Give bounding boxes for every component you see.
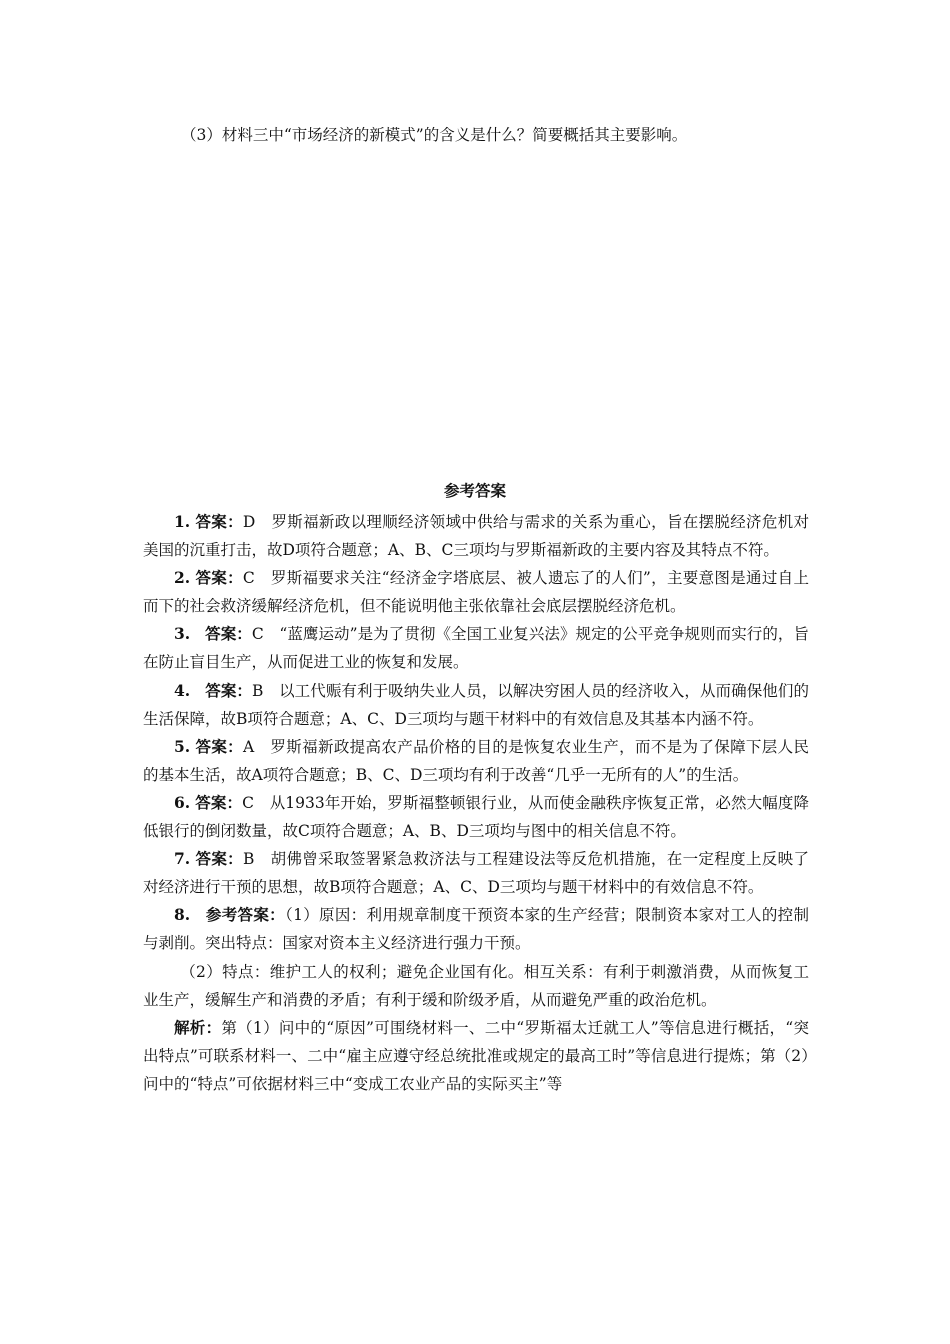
analysis-paragraph: [143, 1014, 809, 1098]
answer-text: C “蓝鹰运动”是为了贯彻《全国工业复兴法》规定的公平竞争规则而实行的，旨在防止盲目生产，从而促进工业的恢复和发展。: [143, 625, 809, 672]
answer-label: 答案：: [195, 512, 243, 531]
answer-item-5: [143, 733, 809, 789]
answer-text: D 罗斯福新政以理顺经济领域中供给与需求的关系为重心，旨在摆脱经济危机对美国的沉重打击，故D项符合题意；A、B、C三项均与罗斯福新政的主要内容及其特点不符。: [143, 513, 809, 560]
analysis-text: 第（1）问中的“原因”可围绕材料一、二中“罗斯福太迁就工人”等信息进行概括，“突出特点”可联系材料一、二中“雇主应遵守经总统批准或规定的最高工时”等信息进行提炼；第（2）问中的“特点”可依据材料三中“变成工农业产品的实际买主”等: [143, 1018, 809, 1093]
answer-item-6: [143, 789, 809, 845]
answer-text: C 罗斯福要求关注“经济金字塔底层、被人遗忘了的人们”，主要意图是通过自上而下的社会救济缓解经济危机，但不能说明他主张依靠社会底层摆脱经济危机。: [143, 569, 809, 616]
answer-label: 答案：: [205, 624, 252, 644]
answer-number: 1.: [174, 512, 191, 531]
analysis-label: 解析：: [174, 1017, 222, 1037]
answer-label: 答案：: [195, 849, 244, 869]
answer-number: 4.: [174, 680, 191, 700]
answer-label: 答案：: [195, 736, 244, 756]
answer-item-2: [143, 564, 809, 620]
answer-number: 6.: [174, 792, 191, 812]
answer-text: B 胡佛曾采取签署紧急救济法与工程建设法等反危机措施，在一定程度上反映了对经济进行干预的思想，故B项符合题意；A、C、D三项均与题干材料中的有效信息不符。: [143, 850, 809, 897]
answer-label: 答案：: [195, 568, 243, 588]
answers-title: 参考答案: [443, 481, 506, 500]
answer-item-3: [143, 620, 809, 676]
answer-item-4: [143, 677, 809, 733]
answer-item-8-part-2: （2）特点：维护工人的权利；避免企业国有化。相互关系：有利于刺激消费，从而恢复工业生产，缓解生产和消费的矛盾；有利于缓和阶级矛盾，从而避免严重的政治危机。: [143, 962, 809, 1009]
question-3: （3）材料三中“市场经济的新模式”的含义是什么？简要概括其主要影响。: [181, 126, 688, 144]
answer-text: B 以工代赈有利于吸纳失业人员，以解决穷困人员的经济收入，从而确保他们的生活保障，故B项符合题意；A、C、D三项均与题干材料中的有效信息及其基本内涵不符。: [143, 681, 809, 728]
answer-number: 2.: [174, 568, 191, 588]
answer-text: A 罗斯福新政提高农产品价格的目的是恢复农业生产，而不是为了保障下层人民的基本生活，故A项符合题意；B、C、D三项均有利于改善“几乎一无所有的人”的生活。: [143, 737, 809, 784]
answer-number: 7.: [174, 849, 191, 869]
answer-item-8: [143, 901, 809, 957]
answer-label: 参考答案：: [205, 905, 285, 925]
answer-item-7: [143, 845, 809, 901]
answer-number: 3.: [174, 624, 191, 644]
answer-label: 答案：: [195, 792, 243, 812]
answer-label: 答案：: [205, 680, 252, 700]
answer-item-1: [143, 508, 809, 564]
answer-text: C 从1933年开始，罗斯福整顿银行业，从而使金融秩序恢复正常，必然大幅度降低银行的倒闭数量，故C项符合题意；A、B、D三项均与图中的相关信息不符。: [143, 793, 809, 841]
answers-section: [143, 508, 809, 1098]
answer-number: 8.: [174, 905, 191, 925]
answer-text: （1）原因：利用规章制度干预资本家的生产经营；限制资本家对工人的控制与剥削。突出特点：国家对资本主义经济进行强力干预。: [143, 906, 809, 953]
answer-number: 5.: [174, 736, 191, 756]
